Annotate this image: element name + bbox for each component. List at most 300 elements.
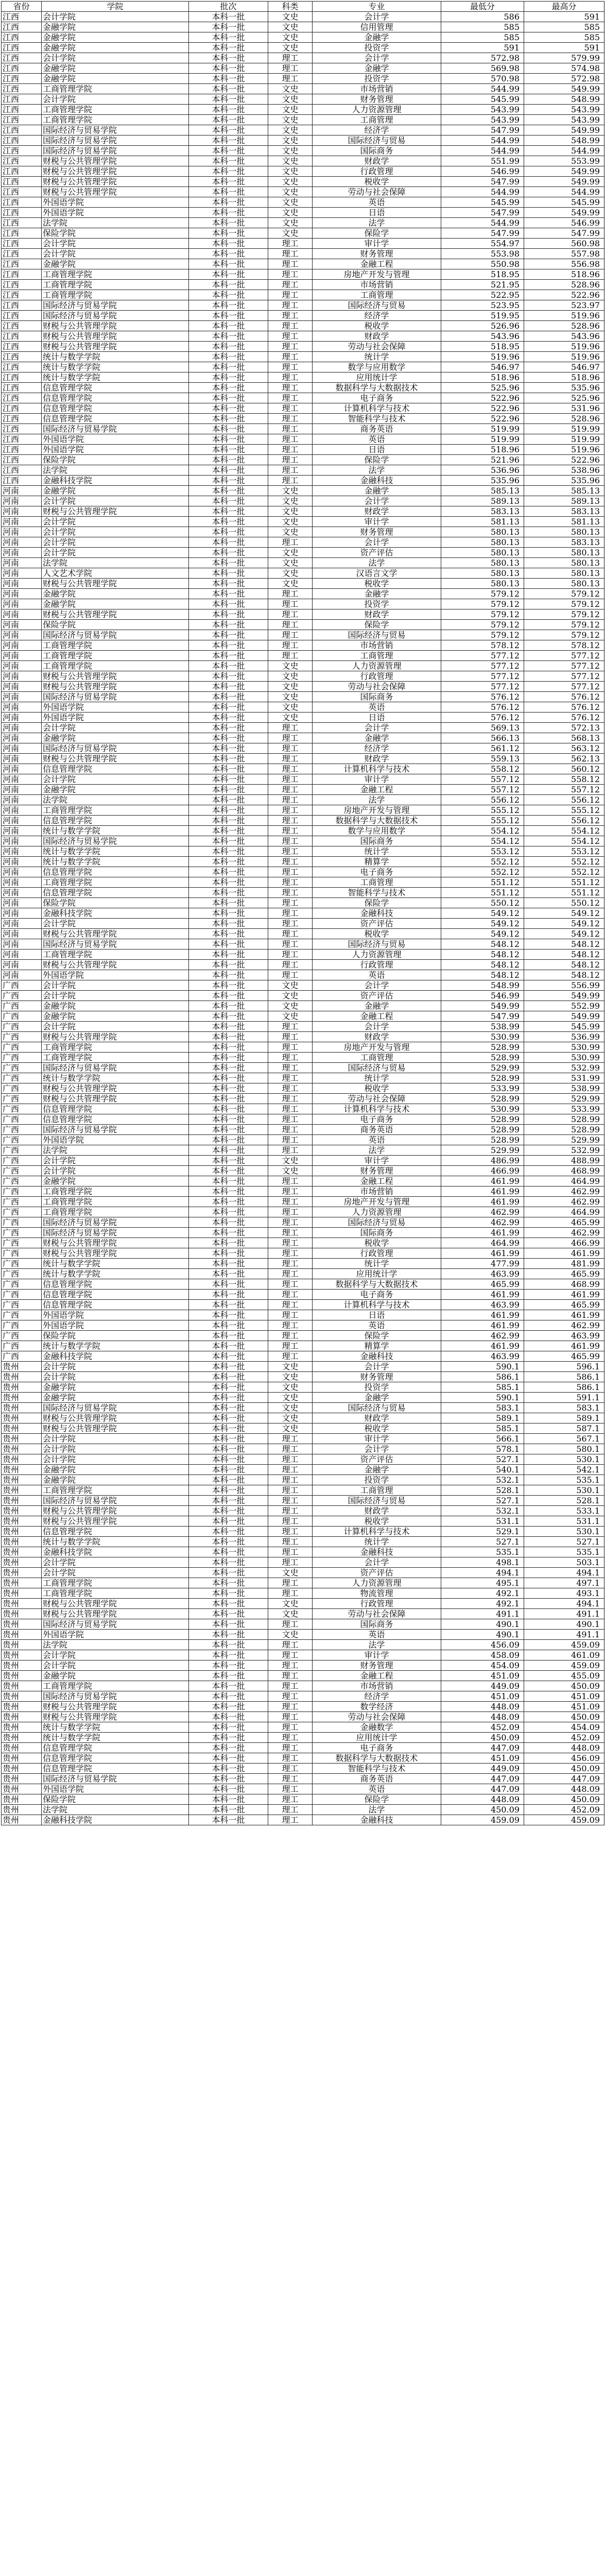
cell-max-score: 551.12 — [524, 888, 604, 898]
cell-batch: 本科一批 — [189, 1496, 268, 1506]
cell-category: 理工 — [268, 1485, 313, 1496]
cell-category: 理工 — [268, 939, 313, 950]
cell-province: 贵州 — [2, 1382, 42, 1393]
table-row — [2, 1753, 604, 1764]
cell-college: 金融学院 — [42, 32, 189, 43]
table-row — [2, 764, 604, 774]
cell-max-score: 554.12 — [524, 836, 604, 846]
cell-major: 会计学 — [313, 12, 441, 22]
cell-batch: 本科一批 — [189, 1423, 268, 1434]
cell-min-score: 576.12 — [441, 692, 524, 702]
cell-batch: 本科一批 — [189, 1259, 268, 1269]
cell-province: 江西 — [2, 32, 42, 43]
cell-province: 河南 — [2, 640, 42, 651]
cell-max-score: 548.12 — [524, 950, 604, 960]
cell-max-score: 462.99 — [524, 1197, 604, 1207]
cell-category: 理工 — [268, 1300, 313, 1310]
cell-max-score: 450.09 — [524, 1764, 604, 1774]
cell-province: 江西 — [2, 156, 42, 166]
cell-category: 理工 — [268, 1073, 313, 1083]
cell-batch: 本科一批 — [189, 1083, 268, 1094]
table-row — [2, 1362, 604, 1372]
table-row — [2, 898, 604, 908]
cell-max-score: 545.99 — [524, 197, 604, 208]
cell-college: 外国语学院 — [42, 1310, 189, 1320]
cell-batch: 本科一批 — [189, 1660, 268, 1671]
cell-min-score: 448.09 — [441, 1702, 524, 1712]
table-row — [2, 393, 604, 403]
cell-category: 理工 — [268, 1712, 313, 1722]
table-row — [2, 1135, 604, 1145]
cell-category: 理工 — [268, 280, 313, 290]
cell-province: 贵州 — [2, 1794, 42, 1805]
cell-province: 河南 — [2, 620, 42, 630]
cell-max-score: 465.99 — [524, 1300, 604, 1310]
cell-min-score: 555.12 — [441, 816, 524, 826]
cell-min-score: 545.99 — [441, 197, 524, 208]
cell-major: 金融工程 — [313, 259, 441, 269]
cell-province: 江西 — [2, 146, 42, 156]
cell-category: 文史 — [268, 682, 313, 692]
cell-category: 理工 — [268, 1733, 313, 1743]
cell-province: 广西 — [2, 1032, 42, 1042]
cell-batch: 本科一批 — [189, 1382, 268, 1393]
cell-batch: 本科一批 — [189, 1207, 268, 1217]
cell-major: 英语 — [313, 197, 441, 208]
table-row — [2, 846, 604, 857]
cell-category: 文史 — [268, 125, 313, 135]
cell-major: 电子商务 — [313, 393, 441, 403]
cell-batch: 本科一批 — [189, 1681, 268, 1691]
cell-major: 审计学 — [313, 1434, 441, 1444]
cell-category: 理工 — [268, 1743, 313, 1753]
cell-category: 理工 — [268, 919, 313, 929]
cell-major: 人力资源管理 — [313, 1578, 441, 1588]
cell-college: 信息管理学院 — [42, 1290, 189, 1300]
cell-major: 电子商务 — [313, 1743, 441, 1753]
cell-category: 文史 — [268, 1362, 313, 1372]
cell-college: 国际经济与贸易学院 — [42, 135, 189, 146]
cell-college: 外国语学院 — [42, 445, 189, 455]
cell-max-score: 580.13 — [524, 548, 604, 558]
cell-province: 广西 — [2, 1320, 42, 1331]
cell-province: 贵州 — [2, 1475, 42, 1485]
cell-major: 金融工程 — [313, 1671, 441, 1681]
cell-min-score: 552.12 — [441, 857, 524, 867]
cell-category: 理工 — [268, 259, 313, 269]
cell-college: 会计学院 — [42, 723, 189, 733]
cell-province: 贵州 — [2, 1650, 42, 1660]
cell-category: 理工 — [268, 857, 313, 867]
cell-major: 会计学 — [313, 1022, 441, 1032]
cell-batch: 本科一批 — [189, 1578, 268, 1588]
cell-major: 统计学 — [313, 846, 441, 857]
cell-batch: 本科一批 — [189, 1743, 268, 1753]
cell-province: 江西 — [2, 321, 42, 331]
cell-province: 江西 — [2, 300, 42, 311]
cell-max-score: 493.1 — [524, 1588, 604, 1599]
table-row — [2, 321, 604, 331]
cell-province: 河南 — [2, 548, 42, 558]
table-row — [2, 1444, 604, 1454]
cell-batch: 本科一批 — [189, 1073, 268, 1083]
cell-major: 劳动与社会保障 — [313, 187, 441, 197]
cell-major: 金融学 — [313, 486, 441, 496]
cell-college: 会计学院 — [42, 1568, 189, 1578]
cell-batch: 本科一批 — [189, 1053, 268, 1063]
cell-max-score: 519.96 — [524, 342, 604, 352]
table-row — [2, 1393, 604, 1403]
cell-batch: 本科一批 — [189, 1506, 268, 1516]
table-row — [2, 1207, 604, 1217]
cell-major: 汉语言文学 — [313, 568, 441, 579]
cell-province: 广西 — [2, 1300, 42, 1310]
cell-college: 会计学院 — [42, 249, 189, 259]
cell-major: 国际商务 — [313, 1619, 441, 1630]
table-row — [2, 1784, 604, 1794]
cell-batch: 本科一批 — [189, 713, 268, 723]
cell-province: 广西 — [2, 1145, 42, 1156]
table-row — [2, 1465, 604, 1475]
table-row — [2, 589, 604, 599]
table-row — [2, 960, 604, 970]
cell-category: 文史 — [268, 661, 313, 671]
cell-min-score: 528.99 — [441, 1114, 524, 1125]
cell-max-score: 447.09 — [524, 1774, 604, 1784]
cell-max-score: 556.12 — [524, 795, 604, 805]
cell-category: 理工 — [268, 805, 313, 816]
cell-province: 河南 — [2, 970, 42, 980]
table-row — [2, 383, 604, 393]
cell-province: 贵州 — [2, 1640, 42, 1650]
cell-category: 理工 — [268, 764, 313, 774]
cell-max-score: 528.96 — [524, 280, 604, 290]
cell-major: 劳动与社会保障 — [313, 1712, 441, 1722]
table-row — [2, 785, 604, 795]
cell-major: 国际经济与贸易 — [313, 1217, 441, 1228]
cell-batch: 本科一批 — [189, 53, 268, 63]
cell-min-score: 550.12 — [441, 898, 524, 908]
cell-min-score: 518.95 — [441, 269, 524, 280]
cell-max-score: 549.12 — [524, 908, 604, 919]
cell-province: 江西 — [2, 455, 42, 465]
cell-college: 统计与数学学院 — [42, 1259, 189, 1269]
cell-major: 金融科技 — [313, 1351, 441, 1362]
cell-college: 会计学院 — [42, 1022, 189, 1032]
cell-min-score: 549.12 — [441, 919, 524, 929]
cell-max-score: 462.99 — [524, 1228, 604, 1238]
cell-min-score: 576.12 — [441, 713, 524, 723]
cell-college: 信息管理学院 — [42, 1753, 189, 1764]
cell-batch: 本科一批 — [189, 455, 268, 465]
cell-batch: 本科一批 — [189, 342, 268, 352]
cell-college: 财税与公共管理学院 — [42, 1094, 189, 1104]
cell-min-score: 533.99 — [441, 1083, 524, 1094]
cell-college: 外国语学院 — [42, 1320, 189, 1331]
cell-min-score: 521.96 — [441, 455, 524, 465]
cell-category: 理工 — [268, 816, 313, 826]
header-category: 科类 — [268, 2, 313, 12]
cell-category: 理工 — [268, 733, 313, 743]
table-row — [2, 970, 604, 980]
cell-max-score: 459.09 — [524, 1640, 604, 1650]
cell-major: 审计学 — [313, 517, 441, 527]
cell-province: 河南 — [2, 568, 42, 579]
table-row — [2, 1454, 604, 1465]
cell-min-score: 461.99 — [441, 1310, 524, 1320]
cell-category: 理工 — [268, 630, 313, 640]
cell-major: 计算机科学与技术 — [313, 1300, 441, 1310]
cell-province: 广西 — [2, 1331, 42, 1341]
cell-batch: 本科一批 — [189, 280, 268, 290]
cell-min-score: 577.12 — [441, 661, 524, 671]
cell-max-score: 468.99 — [524, 1279, 604, 1290]
cell-major: 电子商务 — [313, 1290, 441, 1300]
cell-category: 理工 — [268, 383, 313, 393]
table-row — [2, 1083, 604, 1094]
cell-max-score: 558.12 — [524, 774, 604, 785]
cell-min-score: 548.12 — [441, 950, 524, 960]
table-row — [2, 661, 604, 671]
cell-province: 江西 — [2, 239, 42, 249]
cell-category: 理工 — [268, 908, 313, 919]
cell-max-score: 533.1 — [524, 1506, 604, 1516]
cell-min-score: 547.99 — [441, 208, 524, 218]
cell-major: 房地产开发与管理 — [313, 1042, 441, 1053]
cell-college: 金融学院 — [42, 589, 189, 599]
cell-college: 会计学院 — [42, 1650, 189, 1660]
table-row — [2, 1011, 604, 1022]
cell-college: 信息管理学院 — [42, 1114, 189, 1125]
cell-max-score: 530.1 — [524, 1454, 604, 1465]
table-row — [2, 1176, 604, 1187]
cell-batch: 本科一批 — [189, 362, 268, 372]
cell-major: 精算学 — [313, 857, 441, 867]
cell-max-score: 464.99 — [524, 1176, 604, 1187]
cell-min-score: 527.1 — [441, 1454, 524, 1465]
cell-batch: 本科一批 — [189, 1125, 268, 1135]
cell-max-score: 535.1 — [524, 1547, 604, 1557]
cell-category: 理工 — [268, 1650, 313, 1660]
cell-province: 贵州 — [2, 1805, 42, 1815]
cell-province: 广西 — [2, 1290, 42, 1300]
cell-min-score: 549.12 — [441, 908, 524, 919]
cell-college: 国际经济与贸易学院 — [42, 1217, 189, 1228]
cell-college: 信息管理学院 — [42, 1300, 189, 1310]
cell-category: 理工 — [268, 1279, 313, 1290]
cell-major: 会计学 — [313, 723, 441, 733]
cell-major: 智能科学与技术 — [313, 888, 441, 898]
cell-major: 统计学 — [313, 1537, 441, 1547]
table-row — [2, 1485, 604, 1496]
cell-major: 国际经济与贸易 — [313, 1496, 441, 1506]
table-row — [2, 723, 604, 733]
cell-max-score: 488.99 — [524, 1156, 604, 1166]
cell-max-score: 531.99 — [524, 1073, 604, 1083]
cell-college: 财税与公共管理学院 — [42, 960, 189, 970]
cell-min-score: 566.1 — [441, 1434, 524, 1444]
cell-category: 理工 — [268, 321, 313, 331]
cell-category: 理工 — [268, 239, 313, 249]
cell-batch: 本科一批 — [189, 84, 268, 94]
cell-college: 法学院 — [42, 465, 189, 476]
cell-college: 财税与公共管理学院 — [42, 1702, 189, 1712]
cell-province: 河南 — [2, 671, 42, 682]
cell-batch: 本科一批 — [189, 579, 268, 589]
cell-max-score: 494.1 — [524, 1599, 604, 1609]
cell-min-score: 547.99 — [441, 1011, 524, 1022]
table-row — [2, 919, 604, 929]
cell-min-score: 494.1 — [441, 1568, 524, 1578]
cell-major: 日语 — [313, 445, 441, 455]
cell-province: 河南 — [2, 527, 42, 537]
cell-category: 理工 — [268, 754, 313, 764]
cell-max-score: 579.12 — [524, 620, 604, 630]
cell-category: 理工 — [268, 1547, 313, 1557]
table-row — [2, 1166, 604, 1176]
table-row — [2, 115, 604, 125]
cell-min-score: 456.09 — [441, 1640, 524, 1650]
cell-major: 英语 — [313, 434, 441, 445]
cell-max-score: 528.99 — [524, 1125, 604, 1135]
cell-college: 统计与数学学院 — [42, 826, 189, 836]
cell-college: 财税与公共管理学院 — [42, 1599, 189, 1609]
cell-category: 理工 — [268, 311, 313, 321]
cell-min-score: 498.1 — [441, 1557, 524, 1568]
cell-province: 江西 — [2, 22, 42, 32]
cell-major: 人力资源管理 — [313, 661, 441, 671]
cell-college: 信息管理学院 — [42, 1104, 189, 1114]
cell-major: 数据科学与大数据技术 — [313, 816, 441, 826]
table-row — [2, 1671, 604, 1681]
cell-province: 广西 — [2, 1073, 42, 1083]
cell-batch: 本科一批 — [189, 414, 268, 424]
cell-max-score: 548.99 — [524, 135, 604, 146]
cell-province: 贵州 — [2, 1619, 42, 1630]
cell-province: 贵州 — [2, 1465, 42, 1475]
cell-batch: 本科一批 — [189, 125, 268, 135]
cell-batch: 本科一批 — [189, 1351, 268, 1362]
cell-batch: 本科一批 — [189, 1588, 268, 1599]
cell-category: 文史 — [268, 991, 313, 1001]
cell-major: 市场营销 — [313, 640, 441, 651]
cell-batch: 本科一批 — [189, 980, 268, 991]
cell-province: 广西 — [2, 1197, 42, 1207]
cell-province: 江西 — [2, 166, 42, 177]
table-row — [2, 445, 604, 455]
cell-major: 国际商务 — [313, 1228, 441, 1238]
cell-max-score: 580.13 — [524, 579, 604, 589]
cell-college: 外国语学院 — [42, 1630, 189, 1640]
cell-category: 理工 — [268, 846, 313, 857]
cell-min-score: 570.98 — [441, 74, 524, 84]
cell-batch: 本科一批 — [189, 372, 268, 383]
cell-batch: 本科一批 — [189, 764, 268, 774]
cell-batch: 本科一批 — [189, 1279, 268, 1290]
cell-max-score: 535.96 — [524, 383, 604, 393]
cell-category: 理工 — [268, 774, 313, 785]
cell-college: 国际经济与贸易学院 — [42, 424, 189, 434]
cell-batch: 本科一批 — [189, 1516, 268, 1527]
cell-min-score: 518.96 — [441, 445, 524, 455]
cell-province: 贵州 — [2, 1362, 42, 1372]
cell-college: 财税与公共管理学院 — [42, 1609, 189, 1619]
cell-category: 文史 — [268, 1372, 313, 1382]
cell-batch: 本科一批 — [189, 661, 268, 671]
cell-batch: 本科一批 — [189, 424, 268, 434]
cell-major: 会计学 — [313, 537, 441, 548]
cell-min-score: 577.12 — [441, 682, 524, 692]
cell-batch: 本科一批 — [189, 1640, 268, 1650]
cell-batch: 本科一批 — [189, 537, 268, 548]
cell-college: 统计与数学学院 — [42, 1733, 189, 1743]
cell-major: 国际商务 — [313, 836, 441, 846]
cell-batch: 本科一批 — [189, 795, 268, 805]
cell-batch: 本科一批 — [189, 1568, 268, 1578]
cell-min-score: 552.12 — [441, 867, 524, 877]
table-row — [2, 259, 604, 269]
cell-college: 信息管理学院 — [42, 414, 189, 424]
cell-category: 文史 — [268, 12, 313, 22]
cell-major: 资产评估 — [313, 1568, 441, 1578]
cell-category: 理工 — [268, 599, 313, 609]
cell-province: 广西 — [2, 1083, 42, 1094]
cell-min-score: 448.09 — [441, 1712, 524, 1722]
table-row — [2, 1609, 604, 1619]
cell-college: 工商管理学院 — [42, 805, 189, 816]
table-row — [2, 280, 604, 290]
cell-major: 金融学 — [313, 1393, 441, 1403]
cell-college: 会计学院 — [42, 774, 189, 785]
cell-max-score: 525.96 — [524, 393, 604, 403]
cell-province: 贵州 — [2, 1733, 42, 1743]
cell-max-score: 519.96 — [524, 445, 604, 455]
cell-province: 广西 — [2, 1176, 42, 1187]
cell-max-score: 543.96 — [524, 331, 604, 342]
cell-province: 广西 — [2, 1125, 42, 1135]
cell-major: 投资学 — [313, 1475, 441, 1485]
cell-batch: 本科一批 — [189, 1434, 268, 1444]
cell-min-score: 461.99 — [441, 1187, 524, 1197]
cell-major: 计算机科学与技术 — [313, 403, 441, 414]
cell-college: 国际经济与贸易学院 — [42, 300, 189, 311]
cell-max-score: 549.99 — [524, 84, 604, 94]
cell-province: 广西 — [2, 1135, 42, 1145]
cell-province: 贵州 — [2, 1815, 42, 1825]
cell-category: 文史 — [268, 558, 313, 568]
cell-college: 统计与数学学院 — [42, 1269, 189, 1279]
cell-max-score: 462.99 — [524, 1187, 604, 1197]
cell-max-score: 580.13 — [524, 568, 604, 579]
table-row — [2, 908, 604, 919]
cell-college: 国际经济与贸易学院 — [42, 1228, 189, 1238]
table-row — [2, 94, 604, 105]
cell-province: 江西 — [2, 269, 42, 280]
cell-college: 工商管理学院 — [42, 1207, 189, 1217]
cell-province: 河南 — [2, 486, 42, 496]
cell-batch: 本科一批 — [189, 548, 268, 558]
cell-major: 财务管理 — [313, 1660, 441, 1671]
cell-category: 理工 — [268, 1197, 313, 1207]
cell-college: 金融学院 — [42, 74, 189, 84]
table-row — [2, 1660, 604, 1671]
cell-major: 劳动与社会保障 — [313, 1609, 441, 1619]
cell-college: 财税与公共管理学院 — [42, 1712, 189, 1722]
cell-province: 贵州 — [2, 1630, 42, 1640]
cell-major: 税收学 — [313, 579, 441, 589]
cell-major: 保险学 — [313, 455, 441, 465]
cell-max-score: 583.1 — [524, 1403, 604, 1413]
